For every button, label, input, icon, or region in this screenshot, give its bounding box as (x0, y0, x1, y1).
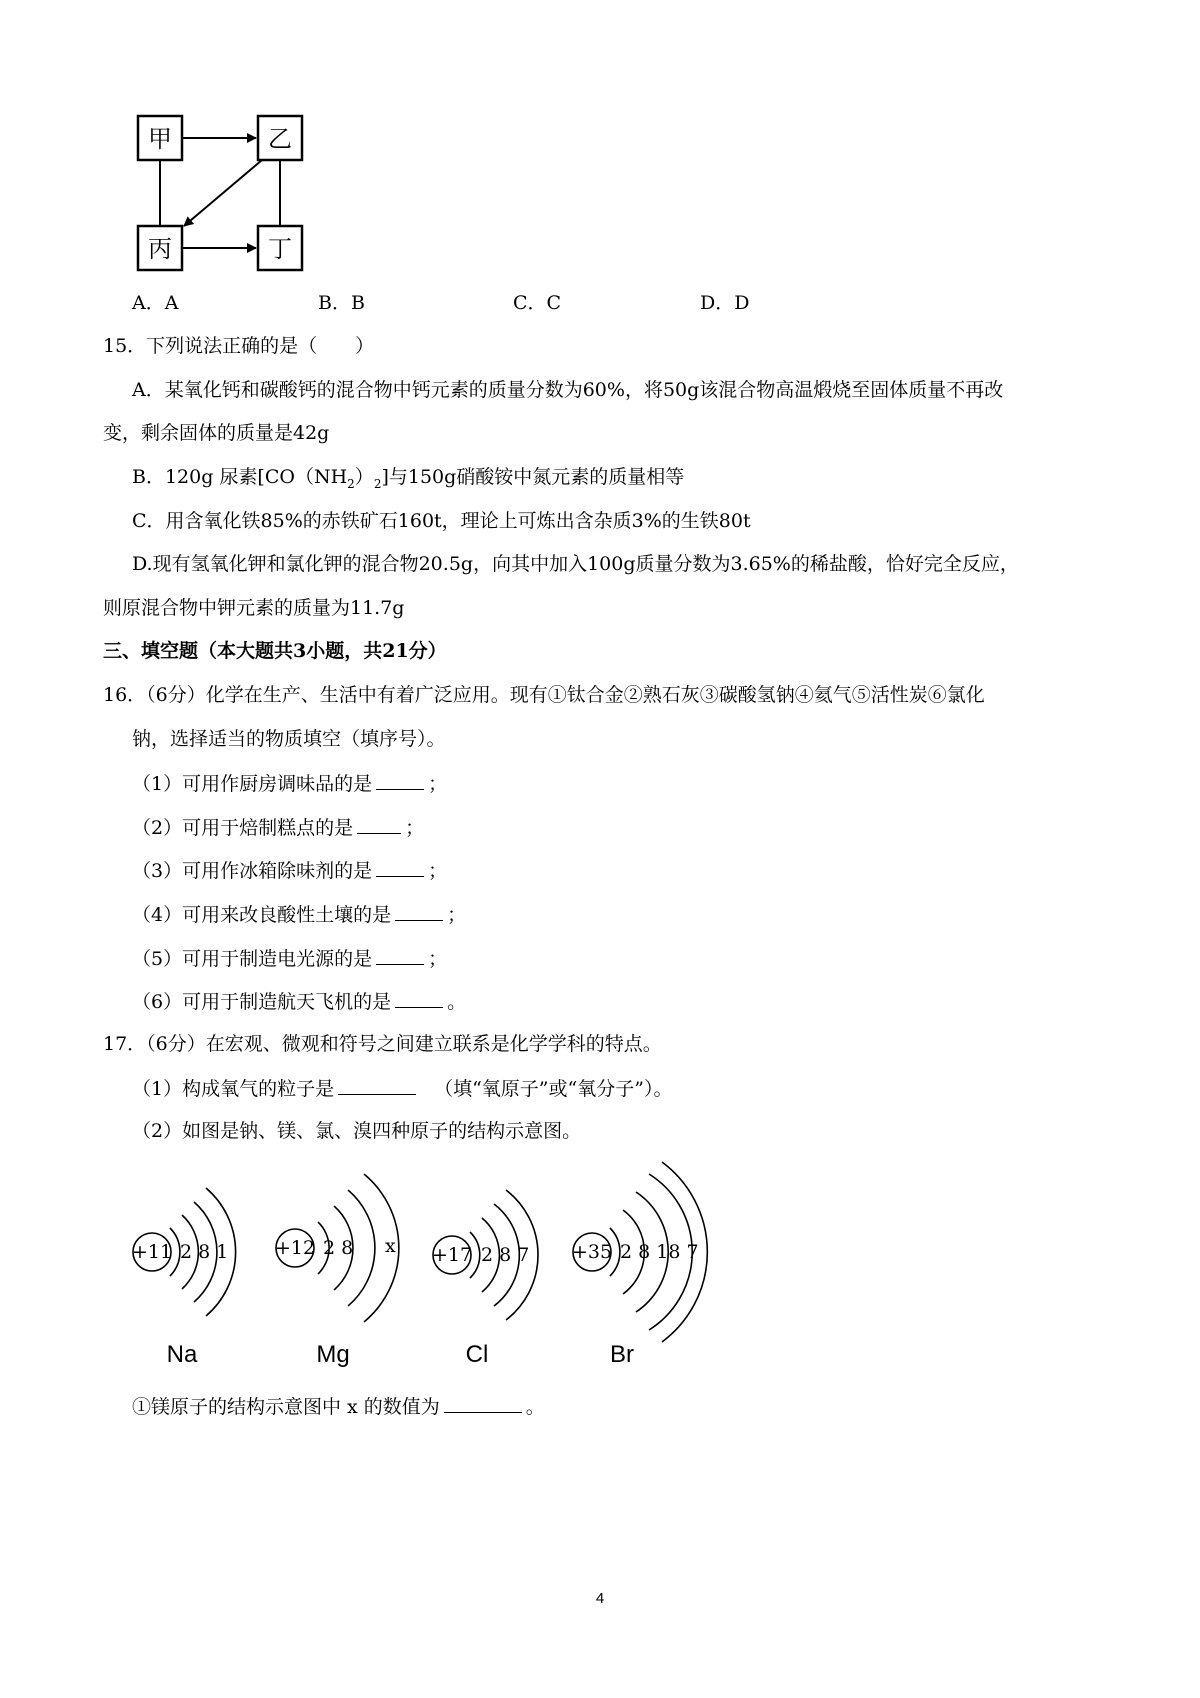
q16-item-3: （3）可用作冰箱除味剂的是 ； (132, 856, 447, 884)
mg-outer-shell-x: x (385, 1235, 396, 1257)
cl-electron-shells: 2 8 7 (481, 1244, 530, 1266)
mg-electron-shells: 2 8 (323, 1237, 354, 1259)
q17-part-1: （1）构成氧气的粒子是 （填“氧原子”或“氧分子”）。 (132, 1074, 672, 1102)
atomic-structure-diagrams (120, 1160, 720, 1375)
q14-relation-diagram (130, 108, 320, 283)
page-number: 4 (595, 1590, 605, 1607)
symbol-na: Na (166, 1341, 198, 1368)
na-nucleus-charge: +11 (131, 1241, 173, 1263)
symbol-cl: Cl (465, 1341, 489, 1368)
q15-option-b: B．120g 尿素$[CO(NH_2)_2]$与150g硝酸铵中氮元素的质量相等 (132, 466, 685, 491)
answer-blank[interactable] (444, 1392, 522, 1413)
q17-sub-1: ①镁原子的结构示意图中 x 的数值为 。 (132, 1392, 545, 1420)
q14-option-a: A．A (132, 292, 179, 314)
q15-option-c: C．用含氧化铁85%的赤铁矿石160t，理论上可炼出含杂质3%的生铁80t (132, 510, 751, 532)
q14-option-d: D．D (700, 292, 750, 314)
br-nucleus-charge: +35 (571, 1241, 613, 1263)
diagram-node-jia: 甲 (148, 125, 172, 153)
answer-blank[interactable] (376, 856, 424, 877)
diagram-node-bing: 丙 (148, 235, 172, 263)
q15-option-d-line1: D.现有氢氧化钾和氯化钾的混合物20.5g，向其中加入100g质量分数为3.65%的稀盐酸，恰好完全反应， (132, 553, 1019, 575)
symbol-mg: Mg (316, 1341, 350, 1368)
q16-stem-line1: 16．（6分）化学在生产、生活中有着广泛应用。现有①钛合金②熟石灰③碳酸氢钠④氦气⑤活性炭⑥氯化 (103, 684, 985, 706)
q16-item-4: （4）可用来改良酸性土壤的是 ； (132, 900, 466, 928)
answer-blank[interactable] (376, 944, 424, 965)
br-electron-shells: 2 8 18 7 (620, 1241, 699, 1263)
answer-blank[interactable] (395, 900, 443, 921)
mg-nucleus-charge: +12 (274, 1237, 316, 1259)
q16-stem-line2: 钠，选择适当的物质填空（填序号）。 (132, 728, 446, 750)
q16-item-5: （5）可用于制造电光源的是 ； (132, 944, 447, 972)
section-title: 三、填空题（本大题共3小题，共21分） (103, 640, 447, 662)
q16-item-2: （2）可用于焙制糕点的是 ； (132, 813, 424, 841)
diagram-node-yi: 乙 (268, 125, 292, 153)
symbol-br: Br (610, 1341, 634, 1368)
q14-option-c: C．C (513, 292, 562, 314)
q16-item-1: （1）可用作厨房调味品的是 ； (132, 769, 447, 797)
q15-option-d-line2: 则原混合物中钾元素的质量为11.7g (103, 597, 405, 619)
answer-blank[interactable] (357, 813, 401, 834)
answer-blank[interactable] (338, 1074, 416, 1095)
na-electron-shells: 2 8 1 (180, 1241, 229, 1263)
q16-item-6: （6）可用于制造航天飞机的是 。 (132, 987, 466, 1015)
q14-option-b: B．B (318, 292, 365, 314)
q15-option-a-line2: 变，剩余固体的质量是42g (103, 422, 330, 444)
diagram-node-ding: 丁 (268, 235, 292, 263)
q15-option-a-line1: A．某氧化钙和碳酸钙的混合物中钙元素的质量分数为60%，将50g该混合物高温煅烧至固体质量不再改 (132, 379, 1004, 401)
q17-part-2: （2）如图是钠、镁、氯、溴四种原子的结构示意图。 (132, 1120, 582, 1142)
q15-stem: 15．下列说法正确的是（ ） (103, 335, 375, 357)
q17-stem: 17．（6分）在宏观、微观和符号之间建立联系是化学学科的特点。 (103, 1033, 662, 1055)
answer-blank[interactable] (376, 769, 424, 790)
answer-blank[interactable] (395, 987, 443, 1008)
cl-nucleus-charge: +17 (431, 1244, 473, 1266)
